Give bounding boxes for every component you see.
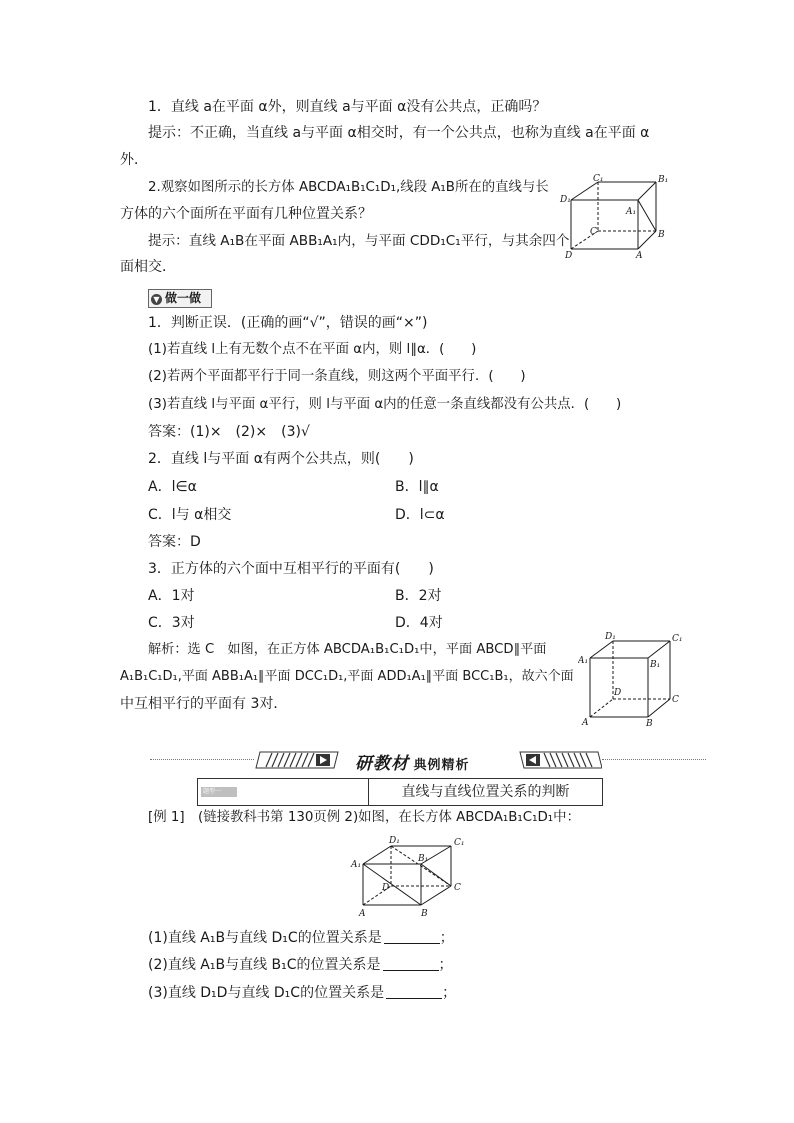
fig1-label-d: D bbox=[565, 251, 573, 261]
intro-hint-1a: 提示：不正确，当直线 a与平面 α相交时，有一个公共点，也称为直线 a在平面 α bbox=[148, 125, 650, 141]
practice-2-option-a: A．l∈α bbox=[148, 479, 197, 495]
fig2-label-a: A bbox=[582, 718, 589, 727]
practice-3-option-b: B．2对 bbox=[395, 588, 442, 604]
practice-1-answer: 答案：(1)× (2)× (3)√ bbox=[148, 424, 310, 440]
intro-question-1: 1．直线 a在平面 α外，则直线 a与平面 α没有公共点，正确吗？ bbox=[148, 99, 547, 115]
intro-question-2b: 方体的六个面所在平面有几种位置关系？ bbox=[120, 206, 372, 222]
fig1-label-d1: D₁ bbox=[560, 195, 571, 205]
type-title: 直线与直线位置关系的判断 bbox=[401, 784, 570, 800]
practice-2-option-d: D．l⊂α bbox=[395, 507, 445, 523]
fig1-label-a1: A₁ bbox=[626, 207, 637, 217]
example-q1-text: (1)直线 A₁B与直线 D₁C的位置关系是 bbox=[148, 930, 382, 946]
fig3-label-b1: B₁ bbox=[418, 854, 429, 864]
fig2-label-c: C bbox=[672, 695, 679, 705]
fig2-label-c1: C₁ bbox=[672, 634, 683, 644]
fig3-label-c: C bbox=[454, 883, 461, 893]
fig2-label-b: B bbox=[646, 719, 653, 727]
practice-3-solution-3: 中互相平行的平面有 3对． bbox=[120, 696, 288, 712]
practice-2-answer: 答案：D bbox=[148, 534, 201, 550]
example-question-3 bbox=[148, 983, 456, 1003]
fig3-label-a1: A₁ bbox=[351, 860, 362, 870]
fig1-label-a: A bbox=[636, 251, 643, 261]
intro-hint-1b: 外． bbox=[120, 152, 148, 168]
fig1-label-c1: C₁ bbox=[593, 174, 604, 184]
fig3-label-d1: D₁ bbox=[389, 836, 400, 846]
fig2-label-b1: B₁ bbox=[650, 660, 661, 670]
practice-3-title: 3．正方体的六个面中互相平行的平面有( ) bbox=[148, 561, 434, 577]
fig1-label-b1: B₁ bbox=[658, 175, 669, 185]
example-question-2 bbox=[148, 955, 453, 975]
practice-3-solution-2: A₁B₁C₁D₁,平面 ABB₁A₁∥平面 DCC₁D₁,平面 ADD₁A₁∥平面 BCC₁B₁，故六个面 bbox=[120, 669, 574, 684]
fig3-label-b: B bbox=[421, 909, 428, 919]
fig3-label-a: A bbox=[359, 909, 366, 919]
fig3-label-d: D bbox=[382, 883, 390, 893]
practice-1-item-1: (1)若直线 l上有无数个点不在平面 α内，则 l∥α．( ) bbox=[148, 342, 477, 357]
answer-blank-2[interactable] bbox=[383, 956, 439, 971]
answer-blank-3[interactable] bbox=[386, 984, 442, 999]
fig2-label-d: D bbox=[614, 688, 622, 698]
practice-2-option-b: B．l∥α bbox=[395, 479, 439, 495]
type-title-box bbox=[197, 778, 603, 806]
example-intro: [例 1] (链接教科书第 130页例 2)如图，在长方体 ABCDA₁B₁C₁D₁中： bbox=[148, 810, 580, 825]
section-banner bbox=[150, 748, 706, 772]
banner-title-sub: 典例精析 bbox=[413, 758, 470, 773]
banner-divider-left bbox=[150, 759, 254, 760]
example-q3-text: (3)直线 D₁D与直线 D₁C的位置关系是 bbox=[148, 985, 385, 1001]
fig3-label-c1: C₁ bbox=[454, 838, 465, 848]
intro-hint-2a: 提示：直线 A₁B在平面 ABB₁A₁内，与平面 CDD₁C₁平行，与其余四个 bbox=[148, 233, 570, 249]
type-label-cell bbox=[198, 779, 369, 805]
fig1-label-c: C bbox=[590, 227, 597, 237]
practice-2-title: 2．直线 l与平面 α有两个公共点，则( ) bbox=[148, 451, 414, 467]
cube-figure-2 bbox=[578, 629, 688, 727]
fig2-label-a1: A₁ bbox=[578, 656, 589, 666]
practice-tag bbox=[148, 289, 212, 308]
example-q1-tail: ； bbox=[439, 930, 454, 946]
example-q2-tail: ； bbox=[438, 957, 453, 973]
chevron-down-icon: ▼ bbox=[151, 294, 162, 305]
example-q2-text: (2)直线 A₁B与直线 B₁C的位置关系是 bbox=[148, 957, 381, 973]
practice-2-option-c: C．l与 α相交 bbox=[148, 507, 232, 523]
banner-title-main: 研教材 bbox=[355, 754, 409, 774]
fig1-label-b: B bbox=[658, 230, 665, 240]
cuboid-figure-3 bbox=[349, 830, 475, 920]
intro-hint-2b: 面相交． bbox=[120, 259, 176, 275]
practice-1-item-3: (3)若直线 l与平面 α平行，则 l与平面 α内的任意一条直线都没有公共点．( ) bbox=[148, 397, 622, 412]
banner-divider-right bbox=[602, 759, 706, 760]
answer-blank-1[interactable] bbox=[384, 929, 440, 944]
example-question-1 bbox=[148, 928, 454, 948]
intro-question-2a: 2.观察如图所示的长方体 ABCDA₁B₁C₁D₁,线段 A₁B所在的直线与长 bbox=[148, 180, 549, 195]
type-label: 题型一 bbox=[201, 787, 237, 797]
fig2-label-d1: D₁ bbox=[605, 632, 616, 642]
practice-3-option-c: C．3对 bbox=[148, 615, 195, 631]
example-q3-tail: ； bbox=[442, 985, 457, 1001]
practice-1-title: 1．判断正误．(正确的画“√”，错误的画“×”) bbox=[148, 315, 428, 331]
practice-3-option-d: D．4对 bbox=[395, 615, 443, 631]
cuboid-figure-1 bbox=[558, 173, 676, 261]
practice-3-solution-1: 解析：选 C 如图，在正方体 ABCDA₁B₁C₁D₁中，平面 ABCD∥平面 bbox=[148, 642, 547, 657]
practice-3-option-a: A．1对 bbox=[148, 588, 195, 604]
practice-1-item-2: (2)若两个平面都平行于同一条直线，则这两个平面平行．( ) bbox=[148, 369, 526, 384]
practice-tag-label: 做一做 bbox=[165, 291, 202, 305]
banner-title bbox=[355, 749, 469, 774]
